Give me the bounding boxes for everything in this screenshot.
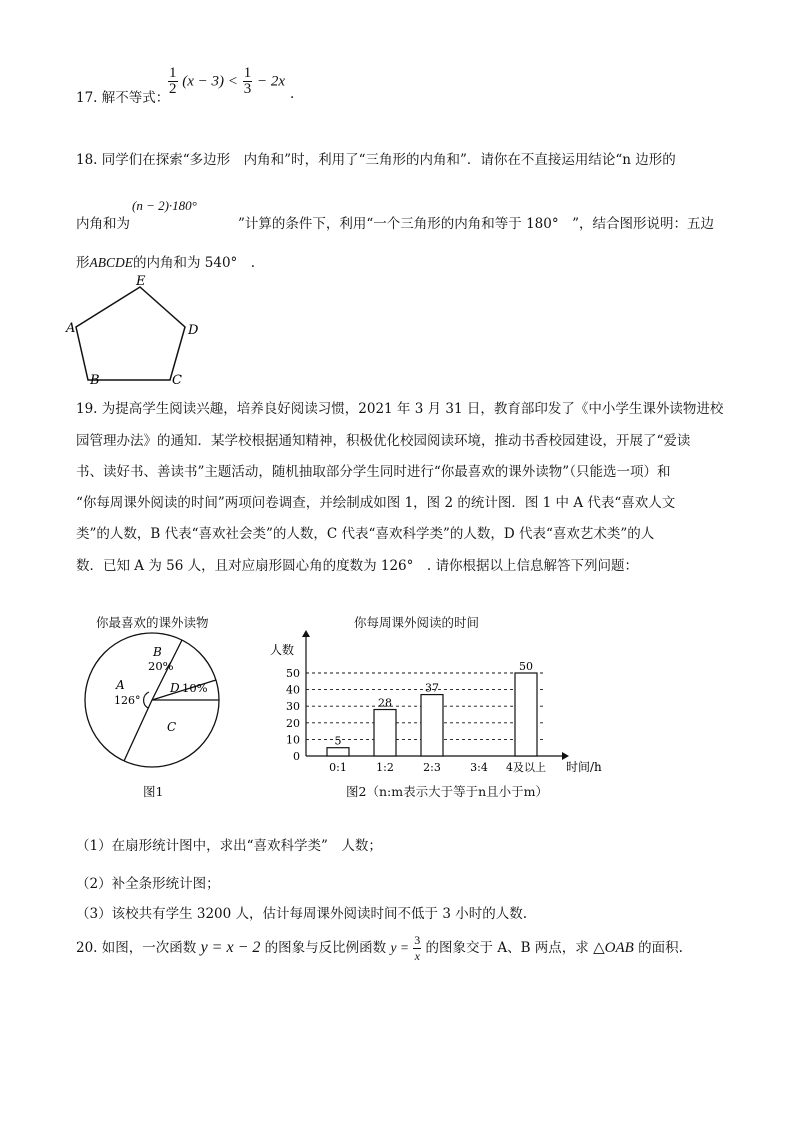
inequality-middle: (x − 3) < xyxy=(182,73,238,90)
bar xyxy=(515,673,537,756)
pie-slice-label: A xyxy=(116,678,125,692)
q19-line: 园管理办法》的通知．某学校根据通知精神，积极优化校园阅读环境，推动书香校园建设，开展了“爱读 xyxy=(76,433,691,449)
pie-slice-label: B xyxy=(153,645,162,659)
pentagon-abcde xyxy=(76,287,185,380)
bar-chart-caption: 图2（n:m表示大于等于n且小于m） xyxy=(346,784,548,799)
pie-slice-value: 20% xyxy=(148,659,174,673)
y-axis-arrow xyxy=(302,630,310,637)
x-axis-arrow xyxy=(562,752,569,760)
bar-data-label: 37 xyxy=(425,681,439,695)
pentagon-figure xyxy=(60,272,220,392)
inequality-end: − 2x xyxy=(257,73,286,90)
y-tick-label: 30 xyxy=(286,700,300,714)
q18-line1: 18. 同学们在探索“多边形 内角和”时，利用了“三角形的内角和”．请你在不直接运用结论“n 边形的 xyxy=(76,152,676,168)
q19-line: 书、读好书、善读书”主题活动，随机抽取部分学生同时进行“你最喜欢的课外读物”（只能选一项）和 xyxy=(76,464,671,480)
pie-caption: 图1 xyxy=(143,784,164,799)
reciprocal-fraction: $\frac{3}{x}$ xyxy=(414,933,421,963)
q17-period: . xyxy=(290,86,295,102)
q19-sub3: （3）该校共有学生 3200 人，估计每周课外阅读时间不低于 3 小时的人数. xyxy=(76,906,527,922)
q17-label: 17. 解不等式： xyxy=(76,90,170,106)
q19-line: 类”的人数，B 代表“喜欢社会类”的人数，C 代表“喜欢科学类”的人数，D 代表“喜欢艺术类”的人 xyxy=(76,526,655,542)
x-tick-label: 3:4 xyxy=(470,761,488,774)
x-tick-label: 4及以上 xyxy=(506,761,546,774)
pie-slice-label: C xyxy=(167,720,177,734)
q17-inequality xyxy=(168,66,285,97)
linear-function: y = x − 2 xyxy=(200,939,261,956)
angle-arc xyxy=(144,692,149,708)
bar xyxy=(421,695,443,756)
q20-line: 20. 如图，一次函数 y = x − 2 的图象与反比例函数 y = $\frac{3}{x}$ 的图象交于 A、B 两点，求 △OAB 的面积. xyxy=(76,933,683,963)
bar-chart-title: 你每周课外阅读的时间 xyxy=(354,615,480,630)
q19-line: “你每周课外阅读的时间”两项问卷调查，并绘制成如图 1，图 2 的统计图．图 1 中 A 代表“喜欢人文 xyxy=(76,495,676,511)
bar-chart xyxy=(262,628,622,778)
fraction: $\frac{1}{3}$ xyxy=(243,65,252,97)
y-axis-label: 人数 xyxy=(270,643,295,657)
x-tick-label: 0:1 xyxy=(329,761,347,774)
vertex-a-label: A xyxy=(66,321,76,336)
q19-sub1: （1）在扇形统计图中，求出“喜欢科学类” 人数； xyxy=(76,838,382,854)
pie-slice-value: 10% xyxy=(182,681,208,695)
y-tick-label: 20 xyxy=(286,716,300,730)
vertex-c-label: C xyxy=(172,373,182,388)
q19-line: 数．已知 A 为 56 人，且对应扇形圆心角的度数为 126° . 请你根据以上信息解答下列问题： xyxy=(76,558,638,574)
q18-line3: 形ABCDE的内角和为 540° . xyxy=(76,255,256,271)
y-tick-label: 0 xyxy=(293,750,300,763)
q19-line: 19. 为提高学生阅读兴趣，培养良好阅读习惯，2021 年 3 月 31 日，教育部印发了《中小学生课外读物进校 xyxy=(76,401,724,417)
pie-divider xyxy=(124,700,152,761)
pie-chart xyxy=(80,630,240,800)
bar-data-label: 28 xyxy=(378,696,392,710)
pie-title: 你最喜欢的课外读物 xyxy=(96,615,209,630)
q18-formula: (n − 2)·180° xyxy=(132,198,197,213)
bar-data-label: 50 xyxy=(519,660,533,673)
fraction: $\frac{1}{2}$ xyxy=(169,65,177,97)
x-tick-label: 2:3 xyxy=(423,761,441,774)
bar xyxy=(374,710,396,756)
reciprocal-lhs: y = xyxy=(390,940,409,955)
q19-sub2: （2）补全条形统计图； xyxy=(76,876,220,892)
q18-line2: 内角和为 ”计算的条件下，利用“一个三角形的内角和等于 180° ”，结合图形说明：五边 xyxy=(76,216,715,232)
triangle-oab: △OAB xyxy=(593,940,634,956)
bar xyxy=(327,748,349,756)
pie-slice-label: D xyxy=(170,681,180,695)
y-tick-label: 50 xyxy=(286,667,300,680)
x-axis-label: 时间/h xyxy=(566,760,602,774)
pie-angle-label: 126° xyxy=(114,694,141,707)
vertex-d-label: D xyxy=(188,323,199,338)
vertex-b-label: B xyxy=(90,373,100,388)
y-tick-label: 10 xyxy=(286,733,300,747)
x-tick-label: 1:2 xyxy=(376,761,394,774)
bar-data-label: 5 xyxy=(334,734,342,748)
vertex-e-label: E xyxy=(136,274,146,289)
y-tick-label: 40 xyxy=(286,683,300,697)
